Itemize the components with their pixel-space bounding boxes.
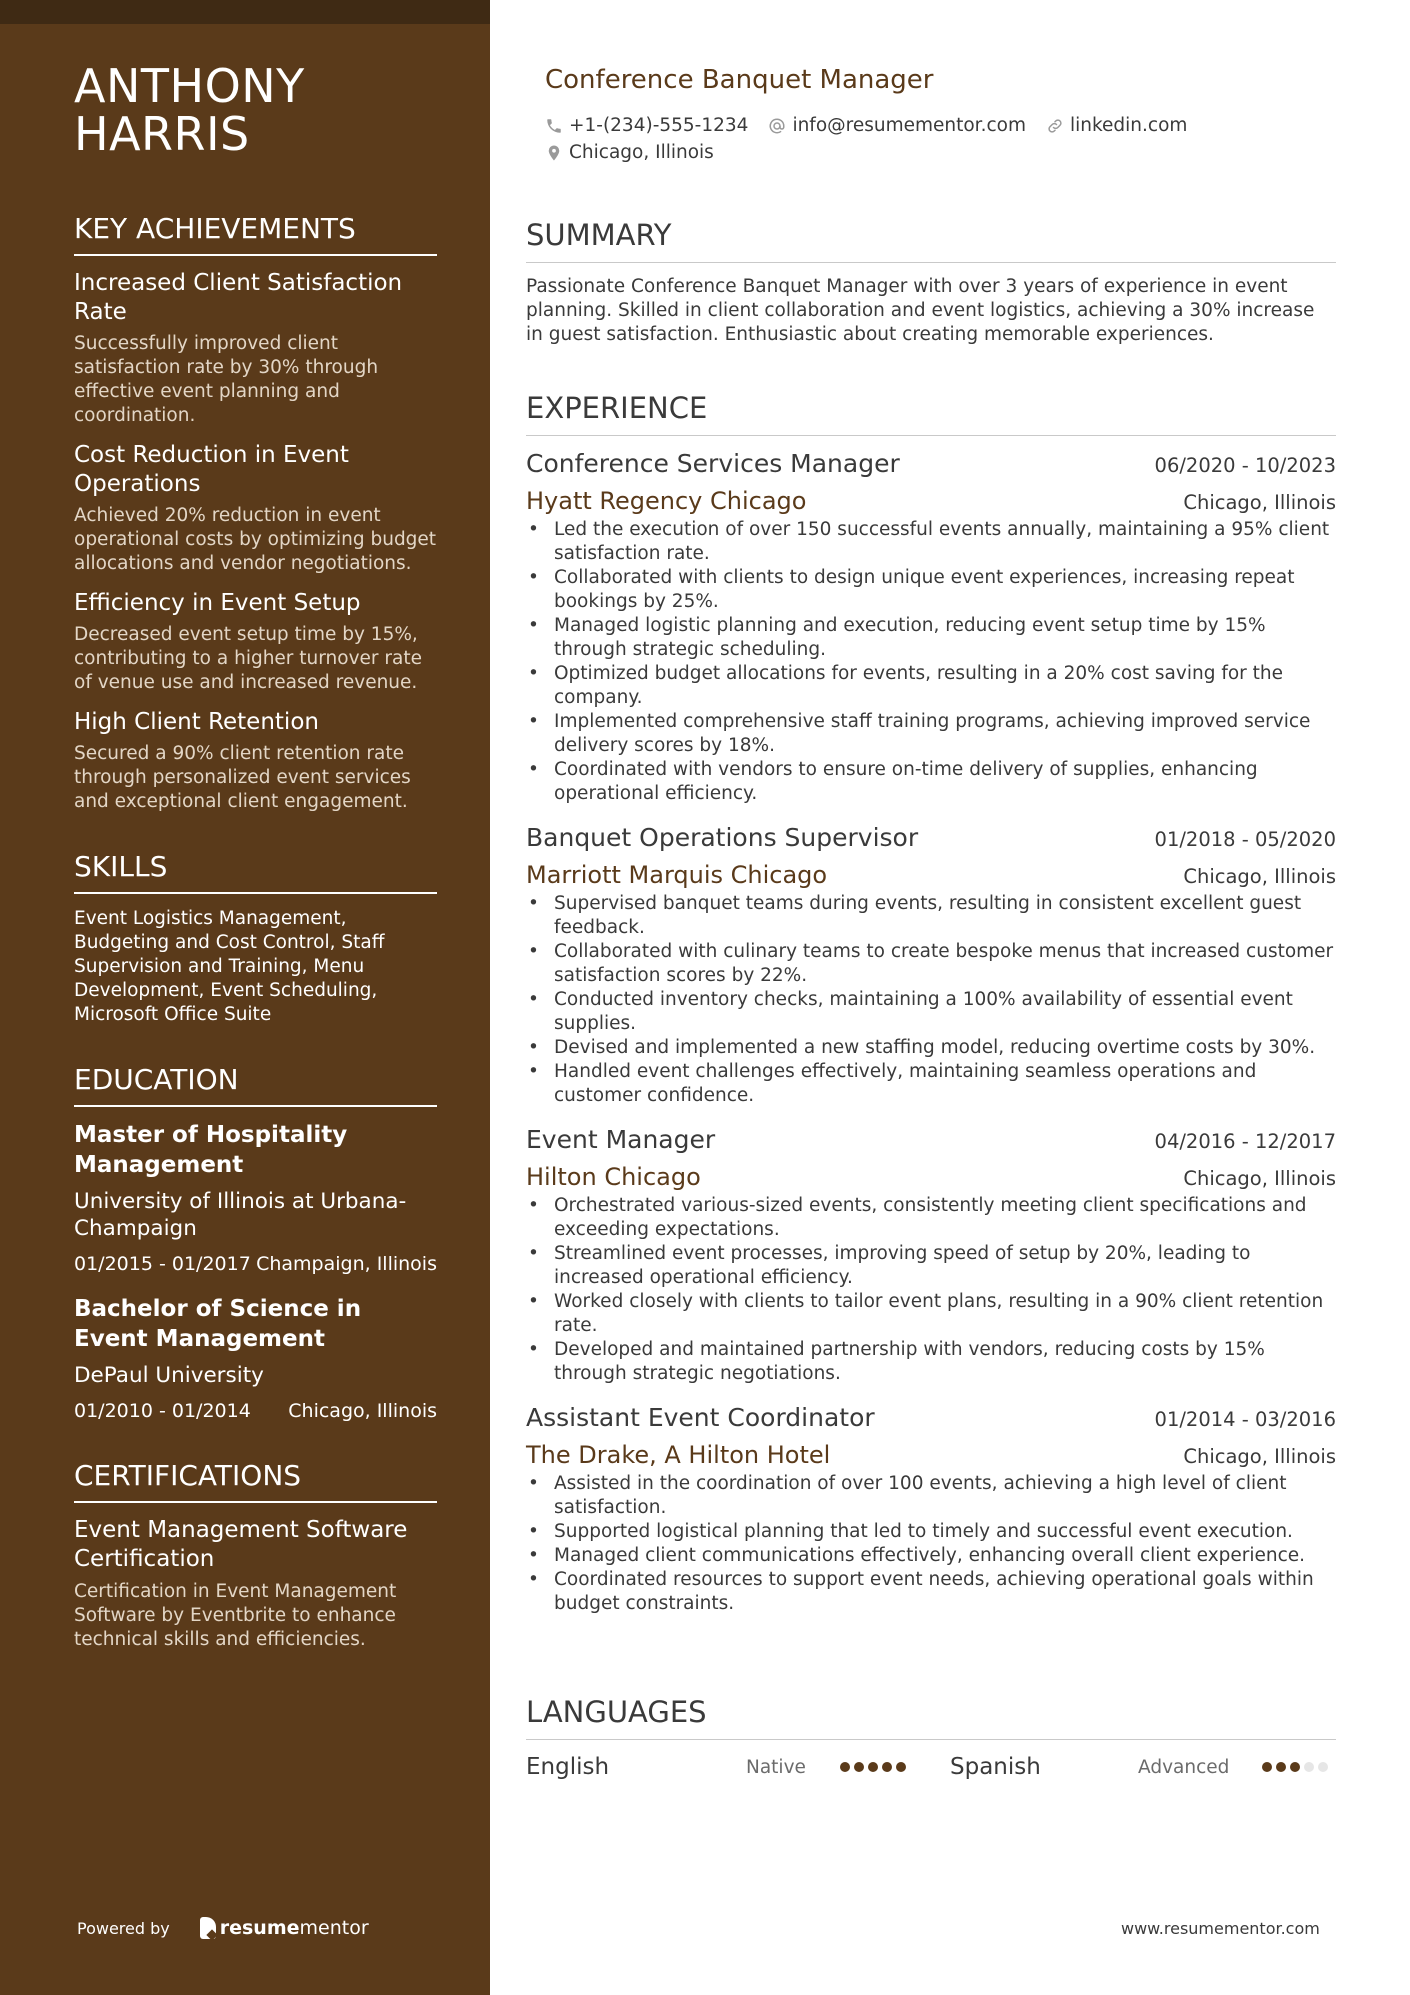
job-entry: [526, 448, 1336, 806]
language-name: Spanish: [950, 1754, 1041, 1780]
achievement-item: [74, 708, 437, 814]
education-dates: 01/2015 - 01/2017: [74, 1253, 251, 1275]
certification-description: Certification in Event Management Software by Eventbrite to enhance technical skills and efficiencies.: [74, 1581, 397, 1650]
education-degree: Bachelor of Science in Event Management: [74, 1296, 362, 1352]
job-bullet: • Collaborated with culinary teams to create bespoke menus that increased customer satisfaction scores by 22%.: [526, 940, 1336, 988]
job-location: Chicago, Illinois: [1183, 865, 1336, 888]
certifications-heading: CERTIFICATIONS: [74, 1459, 437, 1503]
job-dates: 06/2020 - 10/2023: [1154, 454, 1336, 477]
education-school: DePaul University: [74, 1363, 264, 1388]
job-company: Hyatt Regency Chicago: [526, 487, 807, 515]
phone-text: +1-(234)-555-1234: [569, 114, 749, 136]
skills-section: [74, 850, 437, 1027]
language-rating: [1262, 1762, 1332, 1772]
job-bullets: [526, 518, 1336, 806]
achievement-description: Achieved 20% reduction in event operational costs by optimizing budget allocations and vendor negotiations.: [74, 505, 437, 574]
link-icon: [1046, 117, 1064, 135]
contact-info: [545, 112, 1305, 166]
job-bullet: • Collaborated with clients to design unique event experiences, increasing repeat bookings by 25%.: [526, 566, 1336, 614]
job-bullet: • Coordinated with vendors to ensure on-time delivery of supplies, enhancing operational efficiency.: [526, 758, 1336, 806]
achievement-description: Secured a 90% client retention rate through personalized event services and exceptional client engagement.: [74, 743, 411, 812]
job-dates: 04/2016 - 12/2017: [1154, 1130, 1336, 1153]
email-text: info@resumementor.com: [792, 114, 1026, 136]
job-bullet: • Orchestrated various-sized events, consistently meeting client specifications and exceeding expectations.: [526, 1194, 1336, 1242]
rating-dot: [1276, 1762, 1286, 1772]
summary-text: Passionate Conference Banquet Manager with over 3 years of experience in event planning. Skilled in client collaboration and event logistics, achieving a 30% increase in guest satisfaction. Enthusiastic about creating memorable experiences.: [526, 276, 1315, 345]
job-bullet: • Managed logistic planning and execution, reducing event setup time by 15% through strategic scheduling.: [526, 614, 1336, 662]
job-company: Hilton Chicago: [526, 1163, 701, 1191]
brand-thin: mentor: [299, 1917, 369, 1939]
job-role: Conference Services Manager: [526, 449, 900, 478]
job-role: Assistant Event Coordinator: [526, 1403, 875, 1432]
language-rating: [840, 1762, 910, 1772]
sidebar: [0, 0, 490, 1995]
job-bullet: • Implemented comprehensive staff training programs, achieving improved service delivery scores by 18%.: [526, 710, 1336, 758]
job-entry: [526, 1124, 1336, 1386]
achievement-title: Cost Reduction in Event Operations: [74, 442, 349, 497]
language-level: Native: [746, 1756, 806, 1778]
language-name: English: [526, 1754, 610, 1780]
location-pin-icon: [545, 144, 563, 162]
resumementor-logo-text: [220, 1917, 369, 1939]
certification-title: Event Management Software Certification: [74, 1517, 408, 1572]
job-bullet: • Managed client communications effectively, enhancing overall client experience.: [526, 1544, 1336, 1568]
achievement-item: [74, 441, 437, 576]
achievement-title: Efficiency in Event Setup: [74, 590, 361, 616]
education-item: [74, 1294, 437, 1423]
education-location: Chicago, Illinois: [288, 1400, 437, 1422]
job-bullet: • Streamlined event processes, improving speed of setup by 20%, leading to increased operational efficiency.: [526, 1242, 1336, 1290]
rating-dot: [840, 1762, 850, 1772]
job-role: Event Manager: [526, 1125, 716, 1154]
job-bullet: • Conducted inventory checks, maintaining a 100% availability of essential event supplies.: [526, 988, 1336, 1036]
target-job-title: Conference Banquet Manager: [545, 65, 934, 95]
rating-dot: [854, 1762, 864, 1772]
key-achievements-heading: KEY ACHIEVEMENTS: [74, 212, 437, 256]
contact-location: [545, 140, 714, 166]
job-bullet: • Supported logistical planning that led to timely and successful event execution.: [526, 1520, 1336, 1544]
phone-icon: [545, 117, 563, 135]
education-degree: Master of Hospitality Management: [74, 1122, 348, 1178]
rating-dot: [882, 1762, 892, 1772]
sidebar-top-band: [0, 0, 490, 24]
job-company: The Drake, A Hilton Hotel: [526, 1441, 831, 1469]
key-achievements-section: [74, 212, 437, 814]
job-entry: [526, 1402, 1336, 1616]
job-bullet: • Handled event challenges effectively, maintaining seamless operations and customer confidence.: [526, 1060, 1336, 1108]
rating-dot: [1262, 1762, 1272, 1772]
achievement-item: [74, 589, 437, 695]
achievement-title: Increased Client Satisfaction Rate: [74, 270, 403, 325]
languages-section: [526, 1695, 1336, 1780]
job-bullets: [526, 892, 1336, 1108]
education-location: Champaign, Illinois: [256, 1253, 437, 1275]
languages-heading: LANGUAGES: [526, 1695, 1336, 1740]
job-bullet: • Assisted in the coordination of over 100 events, achieving a high level of client satisfaction.: [526, 1472, 1336, 1520]
language-level: Advanced: [1138, 1756, 1230, 1778]
job-bullet: • Optimized budget allocations for events, resulting in a 20% cost saving for the company.: [526, 662, 1336, 710]
rating-dot: [868, 1762, 878, 1772]
job-bullet: • Developed and maintained partnership with vendors, reducing costs by 15% through strategic negotiations.: [526, 1338, 1336, 1386]
contact-email[interactable]: [768, 113, 1026, 139]
achievement-title: High Client Retention: [74, 709, 319, 735]
skills-heading: SKILLS: [74, 850, 437, 894]
education-heading: EDUCATION: [74, 1063, 437, 1107]
rating-dot: [1290, 1762, 1300, 1772]
job-company: Marriott Marquis Chicago: [526, 861, 828, 889]
skills-list: Event Logistics Management, Budgeting and Cost Control, Staff Supervision and Training, Menu Development, Event Scheduling, Microsoft Office Suite: [74, 908, 385, 1025]
job-role: Banquet Operations Supervisor: [526, 823, 919, 852]
education-dates: 01/2010 - 01/2014: [74, 1400, 251, 1422]
achievement-description: Decreased event setup time by 15%, contributing to a higher turnover rate of venue use and increased revenue.: [74, 624, 422, 693]
job-location: Chicago, Illinois: [1183, 1445, 1336, 1468]
brand-bold: resume: [219, 1917, 300, 1939]
resumementor-logo-icon: [200, 1917, 216, 1939]
job-bullet: • Worked closely with clients to tailor event plans, resulting in a 90% client retention rate.: [526, 1290, 1336, 1338]
experience-heading: EXPERIENCE: [526, 391, 1336, 436]
candidate-name: [74, 59, 437, 161]
achievement-description: Successfully improved client satisfaction rate by 30% through effective event planning and coordination.: [74, 333, 379, 426]
job-bullet: • Led the execution of over 150 successful events annually, maintaining a 95% client satisfaction rate.: [526, 518, 1336, 566]
rating-dot: [896, 1762, 906, 1772]
job-location: Chicago, Illinois: [1183, 491, 1336, 514]
job-dates: 01/2014 - 03/2016: [1154, 1408, 1336, 1431]
job-bullet: • Devised and implemented a new staffing model, reducing overtime costs by 30%.: [526, 1036, 1336, 1060]
summary-heading: SUMMARY: [526, 218, 1336, 263]
powered-by: [77, 1917, 369, 1939]
education-section: [74, 1063, 437, 1423]
job-bullet: • Coordinated resources to support event needs, achieving operational goals within budget constraints.: [526, 1568, 1336, 1616]
job-bullets: [526, 1472, 1336, 1616]
linkedin-text: linkedin.com: [1069, 114, 1188, 136]
rating-dot: [1318, 1762, 1328, 1772]
summary-section: [526, 218, 1336, 347]
achievement-item: [74, 269, 437, 428]
candidate-first-name: ANTHONY: [74, 59, 305, 113]
candidate-last-name: HARRIS: [74, 107, 250, 161]
rating-dot: [1304, 1762, 1314, 1772]
footer-url[interactable]: www.resumementor.com: [1121, 1919, 1320, 1938]
contact-phone[interactable]: [545, 113, 748, 139]
language-item: [526, 1754, 950, 1780]
contact-linkedin[interactable]: [1046, 113, 1187, 139]
powered-by-label: Powered by: [77, 1918, 170, 1938]
education-school: University of Illinois at Urbana-Champaign: [74, 1189, 407, 1241]
job-dates: 01/2018 - 05/2020: [1154, 828, 1336, 851]
at-icon: [768, 117, 786, 135]
experience-section: [526, 391, 1336, 1616]
job-entry: [526, 822, 1336, 1108]
job-bullets: [526, 1194, 1336, 1386]
job-location: Chicago, Illinois: [1183, 1167, 1336, 1190]
language-item: [950, 1754, 1336, 1780]
location-text: Chicago, Illinois: [569, 141, 714, 163]
job-bullet: • Supervised banquet teams during events, resulting in consistent excellent guest feedback.: [526, 892, 1336, 940]
certifications-section: [74, 1459, 437, 1652]
education-item: [74, 1120, 437, 1276]
